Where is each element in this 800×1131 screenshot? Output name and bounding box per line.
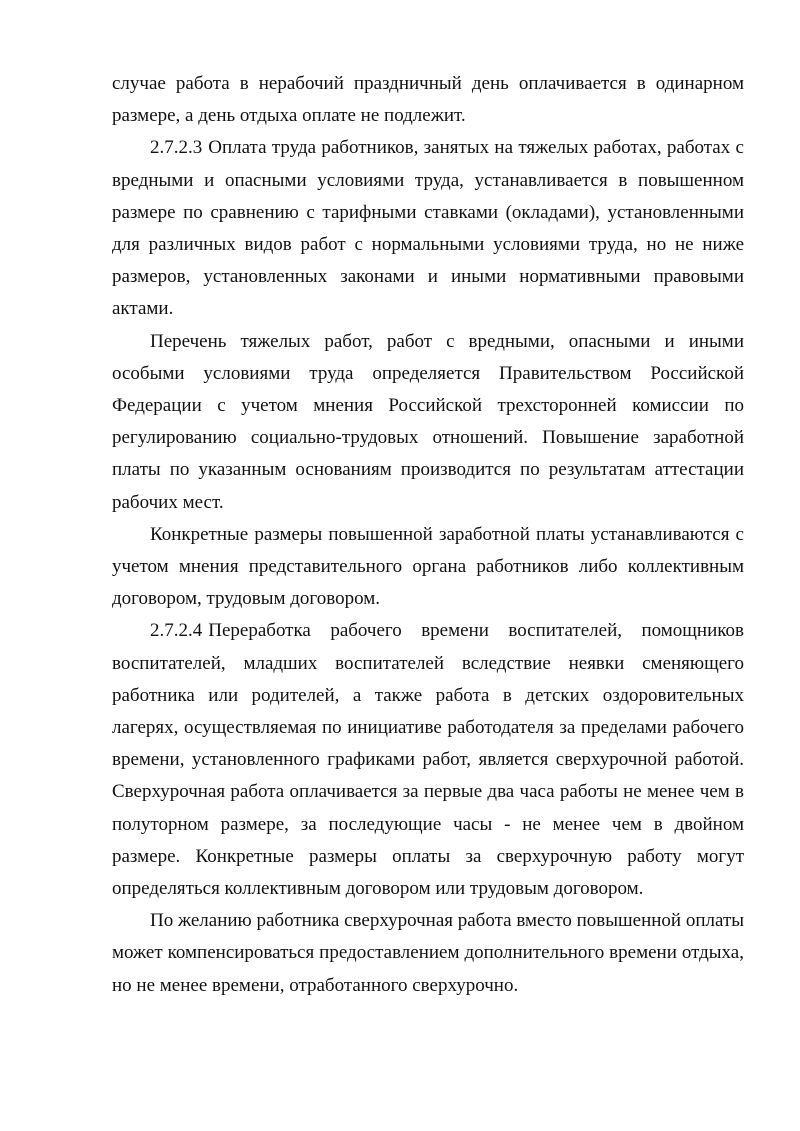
paragraph-text: Оплата труда работников, занятых на тяжелых работах, работах с вредными и опасными условиями труда, устанавливается в повышенном размере по сравнению с тарифными ставками (окладами), установленными для различных видов работ с нормальными условиями труда, но не ниже размеров, установленных законами и иными нормативными правовыми актами.: [112, 137, 744, 320]
paragraph-text: случае работа в нерабочий праздничный день оплачивается в одинарном размере, а день отдыха оплате не подлежит.: [112, 73, 744, 127]
paragraph-list-of-works: [112, 326, 744, 519]
paragraph-2-7-2-3: [112, 132, 744, 325]
paragraph-continuation: [112, 68, 744, 132]
document-page: [112, 68, 744, 1002]
section-number: 2.7.2.4: [150, 620, 203, 642]
paragraph-2-7-2-4: [112, 615, 744, 905]
paragraph-specific-amounts: [112, 519, 744, 616]
paragraph-text: Перечень тяжелых работ, работ с вредными, опасными и иными особыми условиями труда определяется Правительством Российской Федерации с учетом мнения Российской трехсторонней комиссии по регулированию социально-трудовых отношений. Повышение заработной платы по указанным основаниям производится по результатам аттестации рабочих мест.: [112, 330, 744, 513]
paragraph-text: По желанию работника сверхурочная работа вместо повышенной оплаты может компенсироваться предоставлением дополнительного времени отдыха, но не менее времени, отработанного сверхурочно.: [112, 910, 745, 996]
paragraph-text: Конкретные размеры повышенной заработной платы устанавливаются с учетом мнения представительного органа работников либо коллективным договором, трудовым договором.: [112, 523, 744, 610]
section-number: 2.7.2.3: [150, 137, 203, 159]
paragraph-compensation: [112, 905, 744, 1002]
paragraph-text: Переработка рабочего времени воспитателей, помощников воспитателей, младших воспитателей вследствие неявки сменяющего работника или родителей, а также работа в детских оздоровительных лагерях, осуществляемая по инициативе работодателя за пределами рабочего времени, установленного графиками работ, является сверхурочной работой. Сверхурочная работа оплачивается за первые два часа работы не менее чем в полуторном размере, за последующие часы - не менее чем в двойном размере. Конкретные размеры оплаты за сверхурочную работу могут определяться коллективным договором или трудовым договором.: [112, 620, 744, 900]
